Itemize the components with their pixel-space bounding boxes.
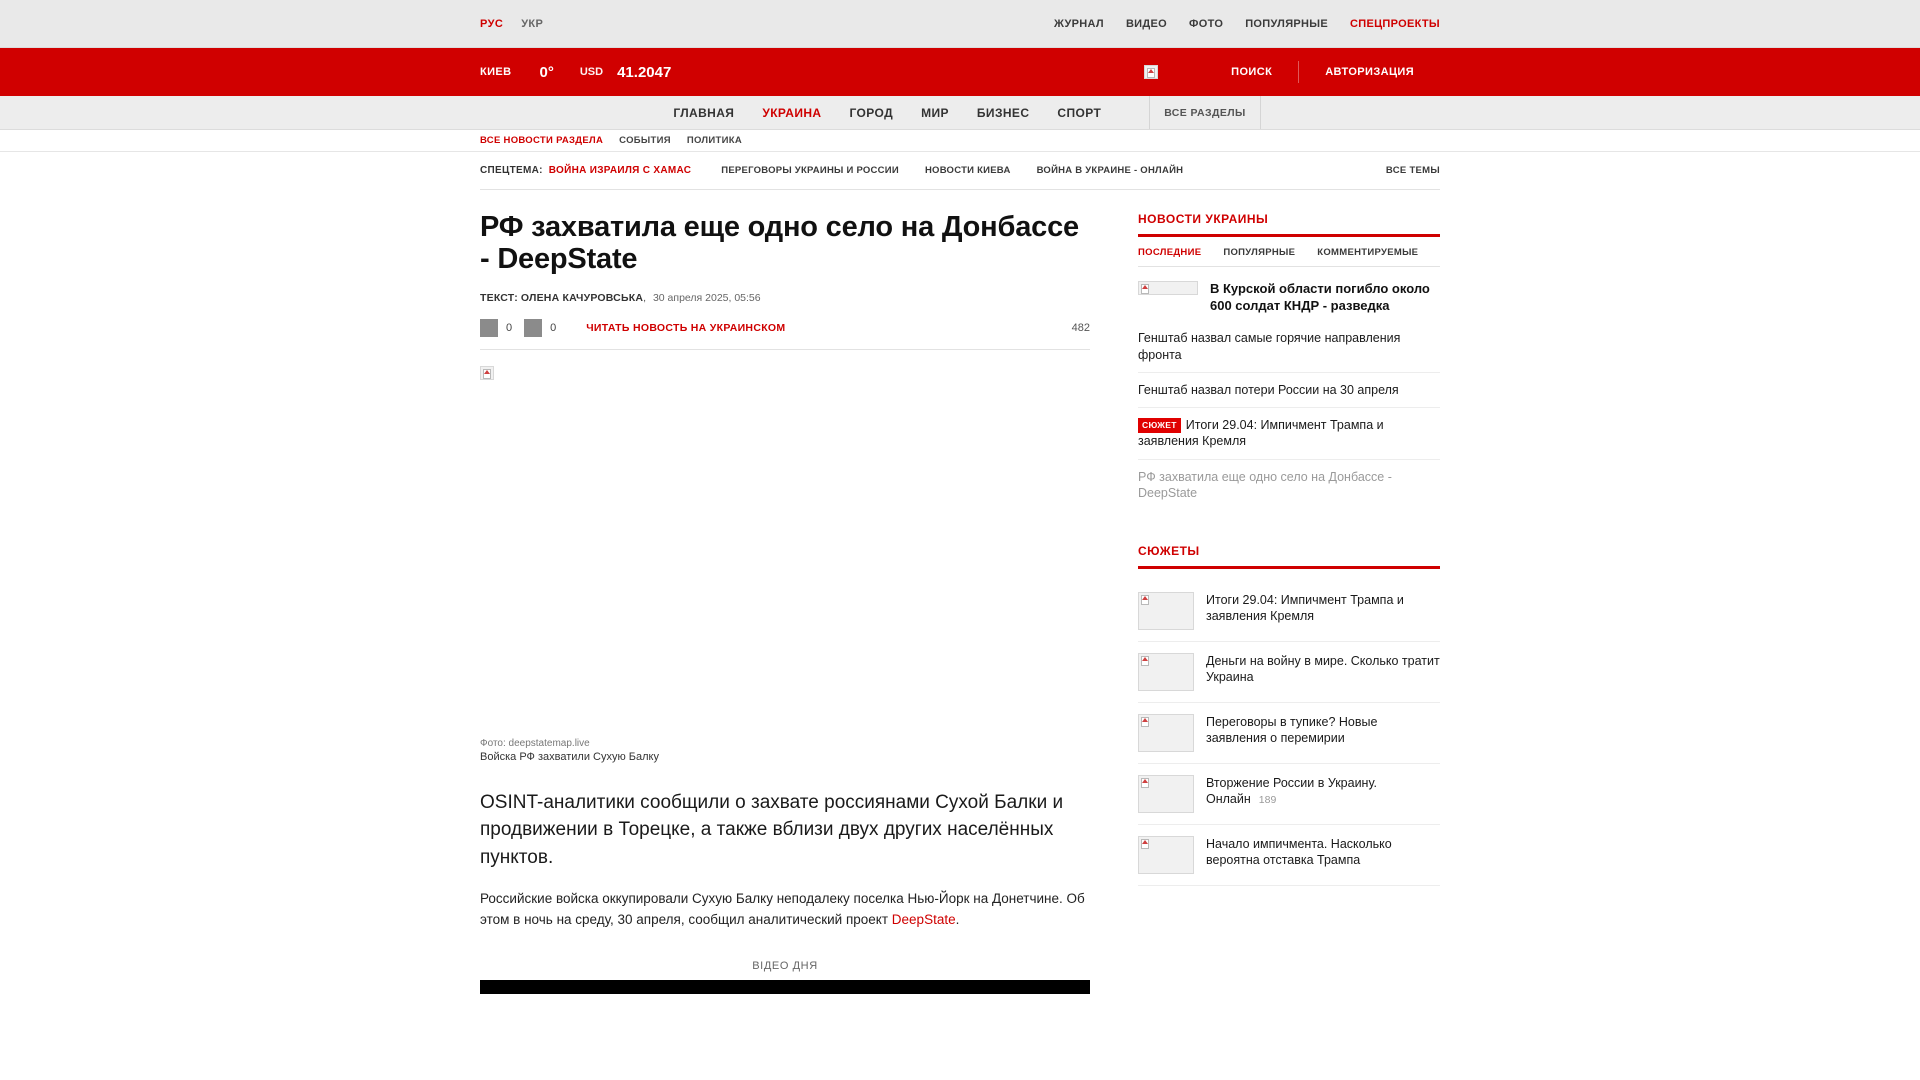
special-topics-bar: [0, 152, 1920, 190]
site-logo-broken-image-icon[interactable]: [1144, 65, 1158, 79]
lead-news-broken-image-icon: [1138, 281, 1198, 295]
story-item-1[interactable]: [1138, 581, 1440, 642]
special-topics-all[interactable]: ВСЕ ТЕМЫ: [1385, 165, 1440, 176]
special-topic-label: СПЕЦТЕМА:: [480, 165, 543, 176]
video-of-day-label: ВІДЕО ДНЯ: [752, 959, 818, 972]
share-button-1[interactable]: [480, 319, 512, 337]
nav-all-sections[interactable]: ВСЕ РАЗДЕЛЫ: [1149, 96, 1260, 129]
language-ru[interactable]: РУС: [480, 17, 504, 30]
special-topic-war-online[interactable]: ВОЙНА В УКРАИНЕ - ОНЛАЙН: [1036, 165, 1184, 176]
story-5-broken-image-icon: [1138, 836, 1194, 874]
story-1-title: Итоги 29.04: Импичмент Трампа и заявления Кремля: [1206, 593, 1404, 624]
tab-latest[interactable]: ПОСЛЕДНИЕ: [1138, 247, 1202, 258]
special-topic-main[interactable]: ВОЙНА ИЗРАИЛЯ С ХАМАС: [548, 165, 692, 176]
weather-temperature: 0°: [539, 63, 554, 81]
language-switcher[interactable]: [480, 18, 543, 30]
story-5-title: Начало импичмента. Насколько вероятна отставка Трампа: [1206, 837, 1392, 868]
nav-item-main[interactable]: ГЛАВНАЯ: [673, 105, 735, 120]
author-name[interactable]: ОЛЕНА КАЧУРОВСЬКА: [520, 291, 644, 304]
top-utility-bar: [0, 0, 1920, 48]
story-item-4[interactable]: [1138, 764, 1440, 825]
content-area: [480, 190, 1440, 994]
nav-item-world[interactable]: МИР: [921, 105, 949, 120]
story-4-broken-image-icon: [1138, 775, 1194, 813]
sidebar-column: [1138, 212, 1440, 994]
story-item-2[interactable]: [1138, 642, 1440, 703]
nav-item-ukraine[interactable]: УКРАИНА: [762, 105, 822, 120]
subnav-events[interactable]: СОБЫТИЯ: [619, 135, 671, 146]
search-link[interactable]: ПОИСК: [1231, 66, 1273, 78]
article-lead: OSINT-аналитики сообщили о захвате россиянами Сухой Балки и продвижении в Торецке, а также вблизи двух других населённых пунктов.: [480, 791, 1064, 868]
video-player-placeholder[interactable]: [480, 980, 1090, 994]
byline-comma: ,: [643, 291, 647, 304]
language-ua[interactable]: УКР: [521, 17, 544, 30]
currency-label: USD: [579, 66, 604, 78]
story-2-title: Деньги на войну в мире. Сколько тратит Украина: [1206, 654, 1440, 685]
article-title: РФ захватила еще одно село на Донбассе - DeepState: [480, 211, 1079, 275]
paragraph-1-period: .: [955, 911, 960, 927]
authorization-link[interactable]: АВТОРИЗАЦИЯ: [1325, 66, 1414, 78]
story-item-3[interactable]: [1138, 703, 1440, 764]
sidebar-lead-news-item[interactable]: [1138, 281, 1440, 314]
nav-item-city[interactable]: ГОРОД: [849, 105, 894, 120]
section-subnavigation: [0, 130, 1920, 152]
photo-credit: Фото: deepstatemap.live: [480, 737, 590, 749]
read-in-ukrainian-link[interactable]: ЧИТАТЬ НОВОСТЬ НА УКРАИНСКОМ: [586, 322, 786, 335]
story-4-count: 189: [1258, 794, 1277, 807]
sidebar-news-heading: НОВОСТИ УКРАИНЫ: [1138, 212, 1440, 237]
lead-news-title: В Курской области погибло около 600 солдат КНДР - разведка: [1210, 281, 1430, 313]
share-icon-1: [480, 319, 498, 337]
story-item-5[interactable]: [1138, 825, 1440, 886]
story-4-title: [1206, 775, 1440, 808]
news-list-item-3[interactable]: [1138, 407, 1440, 459]
share-icon-2: [524, 319, 542, 337]
story-4-text: Вторжение России в Украину. Онлайн: [1206, 776, 1377, 807]
sidebar-news-tabs: [1138, 237, 1440, 267]
article-action-bar: [480, 320, 1090, 350]
deepstate-link[interactable]: DeepState: [891, 911, 956, 927]
site-header: [0, 48, 1920, 96]
top-link-video[interactable]: ВИДЕО: [1125, 17, 1168, 30]
story-1-broken-image-icon: [1138, 592, 1194, 630]
news-list-item-4-current[interactable]: РФ захватила еще одно село на Донбассе - DeepState: [1138, 459, 1440, 511]
article-byline: [480, 292, 1090, 304]
article-paragraph-1-text: Российские войска оккупировали Сухую Балку неподалеку поселка Нью-Йорк на Донетчине. Об этом в ночь на среду, 30 апреля, сообщил аналитический проект: [480, 891, 1085, 927]
nav-item-business[interactable]: БИЗНЕС: [976, 105, 1030, 120]
article-column: [480, 212, 1090, 994]
main-navigation: [0, 96, 1920, 130]
story-3-title: Переговоры в тупике? Новые заявления о перемирии: [1206, 715, 1378, 746]
news-item-3-badge: СЮЖЕТ: [1138, 418, 1181, 433]
nav-item-sport[interactable]: СПОРТ: [1057, 105, 1102, 120]
photo-caption: Войска РФ захватили Сухую Балку: [480, 750, 659, 763]
sidebar-stories-heading: СЮЖЕТЫ: [1138, 544, 1440, 569]
story-2-broken-image-icon: [1138, 653, 1194, 691]
special-topic-negotiations[interactable]: ПЕРЕГОВОРЫ УКРАИНЫ И РОССИИ: [721, 165, 899, 176]
share-count-1: 0: [506, 322, 513, 335]
article-hero-image-block: [480, 366, 1090, 738]
article-paragraph-1: [480, 889, 1090, 930]
subnav-politics[interactable]: ПОЛИТИКА: [686, 135, 743, 146]
top-link-photo[interactable]: ФОТО: [1189, 17, 1224, 30]
news-list-item-2[interactable]: Генштаб назвал потери России на 30 апреля: [1138, 372, 1440, 407]
subnav-all-news[interactable]: ВСЕ НОВОСТИ РАЗДЕЛА: [480, 135, 604, 146]
story-3-broken-image-icon: [1138, 714, 1194, 752]
share-count-2: 0: [550, 322, 557, 335]
news-item-3-text: Итоги 29.04: Импичмент Трампа и заявления Кремля: [1138, 418, 1384, 449]
view-count: 482: [1071, 322, 1090, 335]
tab-popular[interactable]: ПОПУЛЯРНЫЕ: [1223, 247, 1296, 258]
top-links: [1054, 18, 1440, 30]
special-topic-kyiv-news[interactable]: НОВОСТИ КИЕВА: [924, 165, 1011, 176]
news-list-item-1[interactable]: Генштаб назвал самые горячие направления фронта: [1138, 331, 1401, 362]
top-link-specprojects[interactable]: СПЕЦПРОЕКТЫ: [1350, 17, 1440, 30]
publish-date: 30 апреля 2025, 05:56: [652, 291, 761, 304]
currency-value: 41.2047: [617, 63, 672, 81]
article-hero-broken-image-icon[interactable]: [480, 366, 494, 380]
weather-city: КИЕВ: [480, 66, 512, 78]
top-link-journal[interactable]: ЖУРНАЛ: [1054, 17, 1104, 30]
top-link-popular[interactable]: ПОПУЛЯРНЫЕ: [1245, 17, 1328, 30]
tab-commented[interactable]: КОММЕНТИРУЕМЫЕ: [1317, 247, 1419, 258]
author-label: ТЕКСТ:: [480, 291, 518, 304]
share-button-2[interactable]: [524, 319, 556, 337]
